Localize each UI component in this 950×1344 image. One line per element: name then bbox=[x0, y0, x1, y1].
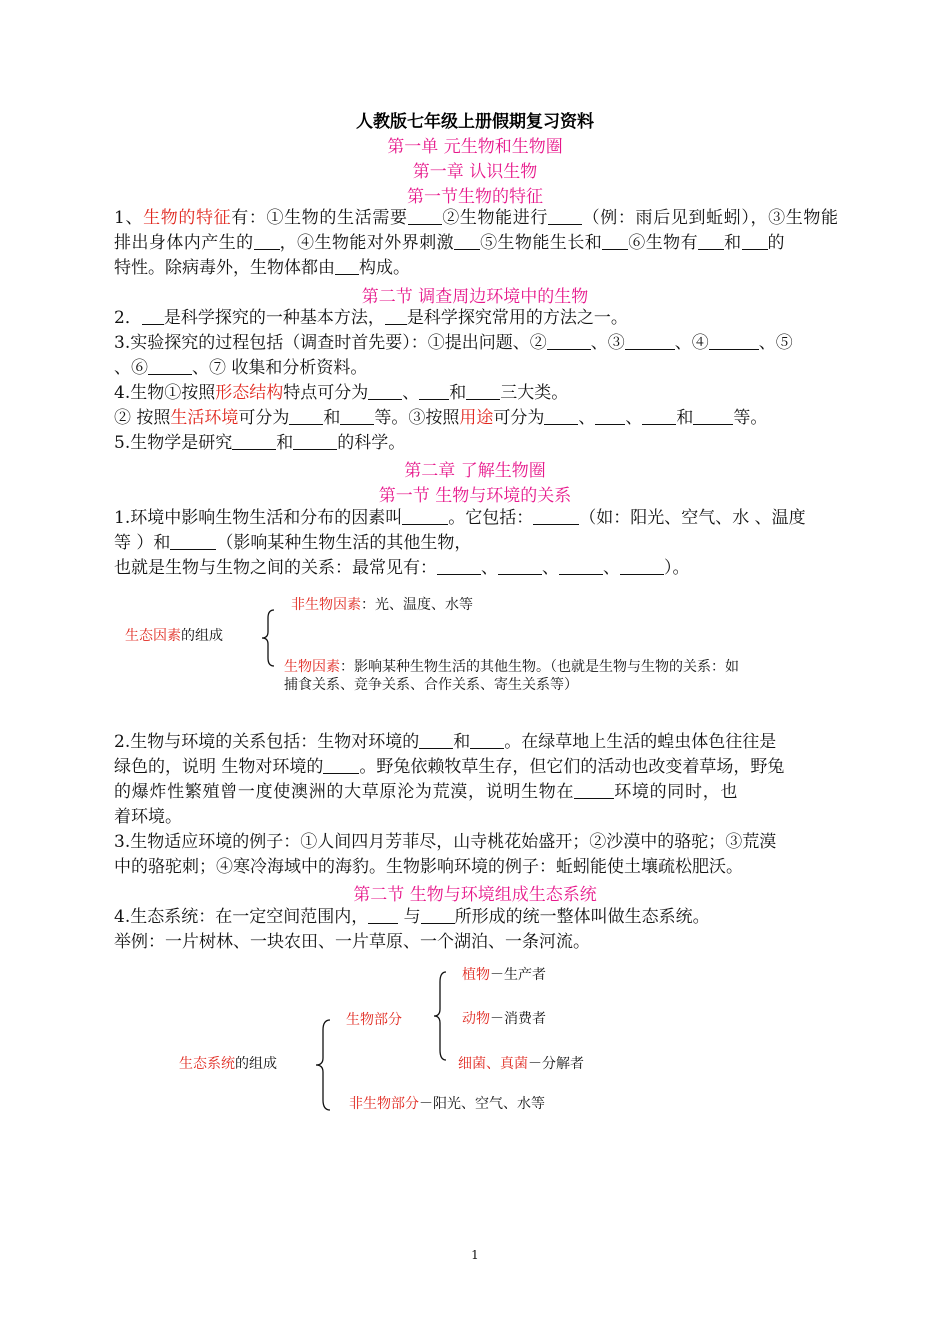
question-3: 3.实验探究的过程包括（调查时首先要）：①提出问题、② 、③ 、④ 、⑤ 、⑥ 、⑦ 收集和分析资料。 bbox=[114, 333, 793, 378]
keyword-morphology: 形态结构 bbox=[215, 383, 284, 403]
diagram2-decomposers: 细菌、真菌－分解者 bbox=[458, 1056, 584, 1072]
unit-heading: 第一单 元生物和生物圈 bbox=[387, 137, 563, 157]
blank bbox=[421, 905, 455, 924]
blank bbox=[559, 556, 603, 575]
paragraph-ecosystem: 4.生态系统：在一定空间范围内， 与 所形成的统一整体叫做生态系统。 举例：一片树林、一块农田、一片草原、一个湖泊、一条河流。 bbox=[114, 907, 710, 952]
paragraph-examples: 3.生物适应环境的例子：①人间四月芳菲尽，山寺桃花始盛开；②沙漠中的骆驼；③荒漠 中的骆驼刺；④寒冷海域中的海豹。生物影响环境的例子：蚯蚓能使土壤疏松肥沃。 bbox=[114, 832, 777, 877]
blank bbox=[408, 206, 442, 225]
diagram1-biotic-line2: 捕食关系、竞争关系、合作关系、寄生关系等） bbox=[284, 677, 578, 693]
keyword-bio-features: 生物的特征 bbox=[143, 208, 232, 228]
question-1: 1、生物的特征有：①生物的生活需要 ②生物能进行 （例：雨后见到蚯蚓），③生物能 排出身体内产生的 ，④生物能对外界刺激 ⑤生物能生长和 ⑥生物有 和 的 特性。除病毒外，生物体都由 构成。 bbox=[114, 208, 839, 278]
blank bbox=[142, 306, 164, 325]
blank bbox=[437, 556, 481, 575]
blank bbox=[693, 406, 733, 425]
blank bbox=[544, 406, 578, 425]
diagram1-root: 生态因素的组成 bbox=[125, 628, 223, 644]
section-heading-1-2: 第二节 调查周边环境中的生物 bbox=[361, 287, 589, 307]
blank bbox=[419, 381, 449, 400]
blank bbox=[625, 331, 675, 350]
blank bbox=[340, 406, 374, 425]
diagram1-biotic: 生物因素：影响某种生物生活的其他生物。（也就是生物与生物的关系：如 bbox=[284, 659, 739, 675]
blank bbox=[498, 556, 542, 575]
blank bbox=[323, 755, 359, 774]
blank bbox=[548, 206, 582, 225]
chapter-heading-1: 第一章 认识生物 bbox=[412, 162, 538, 182]
blank bbox=[368, 381, 402, 400]
section-heading-2-1: 第一节 生物与环境的关系 bbox=[378, 486, 572, 506]
diagram1-abiotic: 非生物因素：光、温度、水等 bbox=[291, 597, 473, 613]
blank bbox=[385, 306, 407, 325]
blank bbox=[466, 381, 500, 400]
blank bbox=[419, 730, 453, 749]
keyword-habitat: 生活环境 bbox=[170, 408, 239, 428]
diagram2-bio-part: 生物部分 bbox=[346, 1012, 402, 1028]
brace-icon bbox=[258, 608, 278, 668]
blank bbox=[547, 331, 591, 350]
blank bbox=[742, 231, 768, 250]
blank bbox=[595, 406, 625, 425]
blank bbox=[602, 231, 628, 250]
blank bbox=[454, 231, 480, 250]
paragraph-env-factors: 1.环境中影响生物生活和分布的因素叫 。它包括： （如：阳光、空气、水 、温度 等 ）和 （影响某种生物生活的其他生物， 也就是生物与生物之间的关系：最常见有： 、 、 、 ）。 bbox=[114, 508, 806, 578]
blank bbox=[620, 556, 664, 575]
blank bbox=[289, 406, 323, 425]
diagram2-animals: 动物－消费者 bbox=[462, 1011, 546, 1027]
blank bbox=[709, 331, 759, 350]
blank bbox=[533, 506, 579, 525]
diagram2-root: 生态系统的组成 bbox=[179, 1056, 277, 1072]
section-heading-1-1: 第一节生物的特征 bbox=[407, 187, 543, 207]
question-5: 5.生物学是研究 和 的科学。 bbox=[114, 433, 406, 453]
blank bbox=[402, 506, 448, 525]
blank bbox=[698, 231, 724, 250]
brace-icon bbox=[312, 1018, 334, 1112]
diagram2-plants: 植物－生产者 bbox=[462, 967, 546, 983]
blank bbox=[574, 780, 614, 799]
chapter-heading-2: 第二章 了解生物圈 bbox=[404, 461, 546, 481]
blank bbox=[335, 256, 359, 275]
question-2: 2． 是科学探究的一种基本方法， 是科学探究常用的方法之一。 bbox=[114, 308, 628, 328]
blank bbox=[148, 356, 192, 375]
blank bbox=[254, 231, 280, 250]
paragraph-adaptation: 2.生物与环境的关系包括：生物对环境的 和 。在绿草地上生活的蝗虫体色往往是 绿色的，说明 生物对环境的 。野兔依赖牧草生存，但它们的活动也改变着草场，野兔 的爆炸性繁殖曾一度使澳洲的大草原沦为荒漠，说明生物在 环境的同时，也 着环境。 bbox=[114, 732, 785, 827]
section-heading-2-2: 第二节 生物与环境组成生态系统 bbox=[353, 885, 597, 905]
blank bbox=[368, 905, 398, 924]
blank bbox=[170, 531, 216, 550]
blank bbox=[232, 431, 276, 450]
blank bbox=[470, 730, 504, 749]
keyword-usage: 用途 bbox=[459, 408, 494, 428]
page-number: 1 bbox=[471, 1248, 479, 1262]
brace-icon bbox=[430, 970, 450, 1062]
document-title: 人教版七年级上册假期复习资料 bbox=[356, 112, 594, 132]
question-4: 4.生物①按照形态结构特点可分为 、 和 三大类。 ② 按照生活环境可分为 和 等。③按照用途可分为 、 、 和 等。 bbox=[114, 383, 768, 428]
blank bbox=[642, 406, 676, 425]
diagram2-nonbio-part: 非生物部分－阳光、空气、水等 bbox=[349, 1096, 545, 1112]
blank bbox=[293, 431, 337, 450]
